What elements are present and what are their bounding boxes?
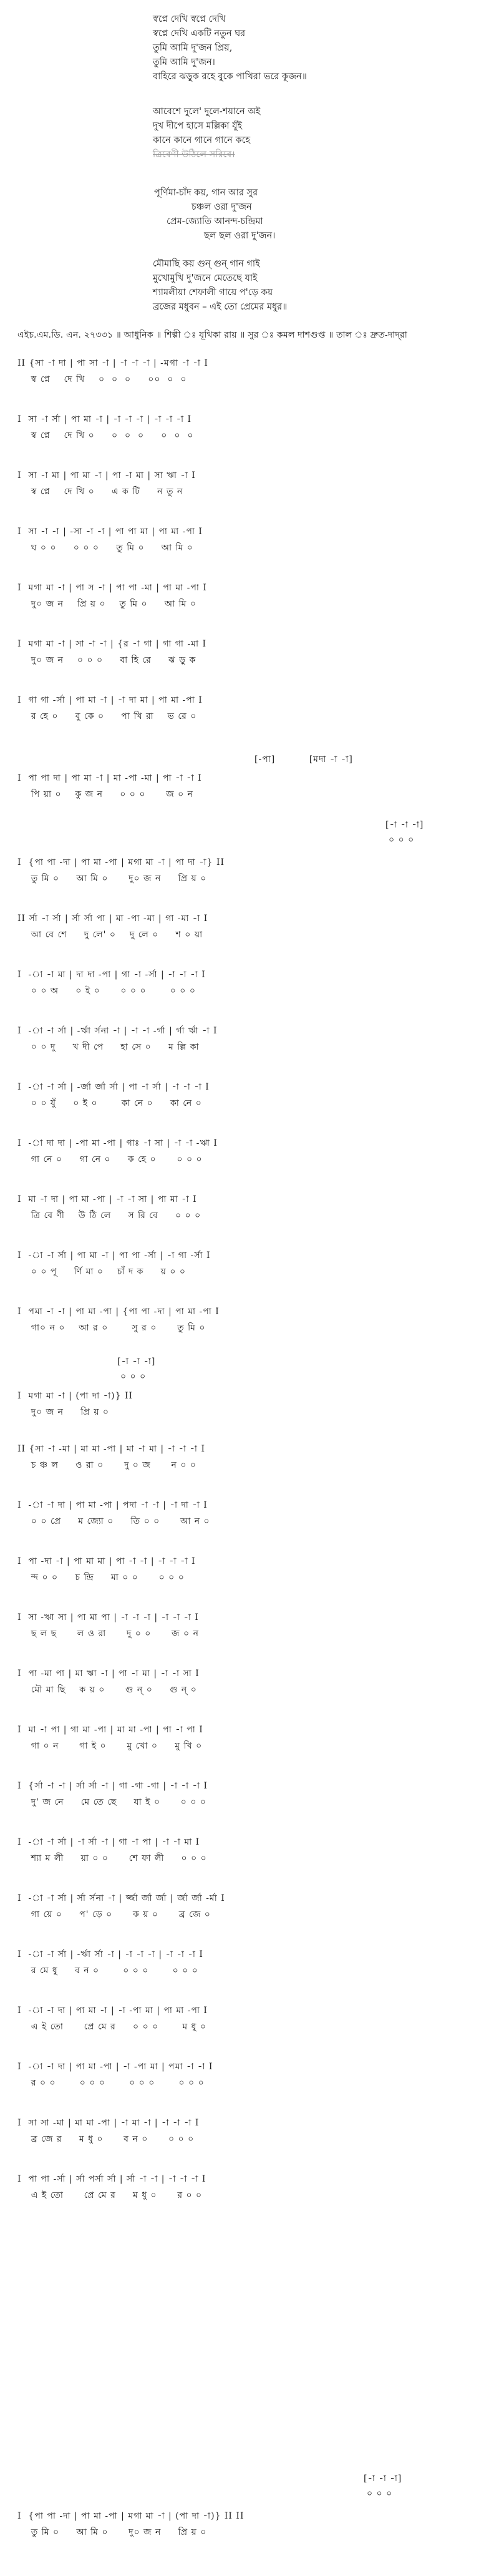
syllable-line: এ ই তো প্রে মে র ম ধু ০ র ০ ০ [17, 2190, 203, 2200]
swara-line: I -া -া মা | দা দা -পা | গা -া -র্সা | -া -া -া I [17, 970, 206, 980]
swara-line: I পা -মা পা | মা ঋা -া | পা -া মা | -া -া সা I [17, 1669, 200, 1679]
swara-line: I -া -া দা | পা মা -া | -া -পা মা | পা মা -পা I [17, 2006, 208, 2016]
lyric-line: ছল ছল ওরা দু'জন। [204, 231, 276, 241]
lyric-line: স্বপ্নে দেখি একটি নতুন ঘর [153, 29, 246, 39]
syllable-line: ঘ ০ ০ ০ ০ ০ তু মি ০ আ মি ০ [17, 543, 193, 553]
notation-row [0, 2059, 499, 2097]
notation-row [0, 1080, 499, 1117]
notation-row [0, 1778, 499, 1816]
syllable-line: গা নে ০ গা নে ০ ক হে ০ ০ ০ ০ [17, 1154, 203, 1164]
notation-row [0, 356, 499, 393]
bracket-annotation: [-া -া -া] [117, 1357, 156, 1367]
swara-line: I মগা মা -া | পা স -া | পা পা -মা | পা মা -পা I [17, 583, 207, 593]
syllable-line: স্ব প্নে দে খি ০ ০ ০ ০০ ০ ০ [17, 374, 187, 384]
record-info-header: এইচ.এম.ডি. এন. ২৭৩৩১ ॥ আধুনিক ॥ শিল্পী ঃ যূথিকা রায় ॥ সুর ঃ কমল দাশগুপ্ত ॥ তাল ঃ দ্রুত-দাদ্‌রা [17, 330, 407, 340]
notation-row [0, 2509, 499, 2546]
notation-row [0, 1442, 499, 1479]
lyric-line: দুখ দীপে হাসে মল্লিকা যুঁই [153, 121, 242, 131]
notation-row [0, 693, 499, 730]
swara-line: I -া -া র্সা | -র্ঋা র্সা -া | -া -া -া | -া -া -া I [17, 1949, 203, 1959]
swara-line: I {র্সা -া -া | র্সা র্সা -া | গা -গা -গা | -া -া -া I [17, 1781, 208, 1791]
syllable-line: ন্দ ০ ০ চ ন্দ্রি মা ০ ০ ০ ০ ০ [17, 1573, 185, 1583]
lyric-line: প্রেম-জ্যোতি আনন্দ-চন্দ্রিমা [167, 217, 263, 227]
swara-line: I {পা পা -দা | পা মা -পা | মগা মা -া | (পা দা -া)} II II [17, 2511, 245, 2521]
swara-line: I -া -া র্সা | র্সা র্সনা -া | র্জ্জা র্জা র্জা | র্জা র্জা -র্মা I [17, 1893, 225, 1903]
swara-line: I -া -া র্সা | -ৰ্ঋা র্সনা -া | -া -া -র্গা | র্গা র্ঋা -া I [17, 1026, 218, 1036]
lyric-line: তুমি আমি দু'জন। [153, 57, 215, 67]
syllable-line: শ্যা ম লী য়া ০ ০ শে ফা লী ০ ০ ০ [17, 1853, 207, 1863]
syllable-line: তু মি ০ আ মি ০ দু০ জ ন প্রি য় ০ [17, 2527, 207, 2537]
swara-line: I -া -া দা | পা মা -পা | পদা -া -া | -া দা -া I [17, 1500, 208, 1510]
swara-line: II র্সা -া র্সা | র্সা র্সা পা | মা -পা -মা | গা -মা -া I [17, 914, 208, 924]
syllable-line: দু০ জ ন প্রি য় ০ [17, 1407, 109, 1417]
notation-row [0, 2172, 499, 2209]
swara-line: I পা পা দা | পা মা -া | মা -পা -মা | পা -া -া I [17, 773, 202, 783]
bracket-annotation: [-পা] [মদা -া -া] [254, 754, 353, 764]
notation-row [0, 2003, 499, 2041]
swara-line: I -া দা দা | -পা মা -পা | গাঃ -া সা | -া -া -ঋা I [17, 1138, 218, 1148]
notation-row [0, 1947, 499, 1984]
syllable-line: তু মি ০ আ মি ০ দু০ জ ন প্রি য় ০ [17, 874, 207, 884]
notation-row [0, 1388, 499, 1426]
bracket-zeros: ০ ০ ০ [120, 1372, 147, 1382]
syllable-line: ০ ০ পূ র্ণি মা ০ চাঁ দ ক য় ০ ০ [17, 1267, 187, 1277]
notation-row [0, 580, 499, 618]
swara-line: I মগা মা -া | সা -া -া | {র -া গা | গা গা -মা I [17, 639, 206, 649]
notation-row [0, 1891, 499, 1928]
lyric-line: চঞ্চল ওরা দু'জন [191, 202, 252, 212]
syllable-line: গা য়ে ০ প' ড়ে ০ ক য় ০ ব্র জে ০ [17, 1910, 211, 1920]
notation-row [0, 1192, 499, 1229]
syllable-line: দু০ জ ন প্রি য় ০ তু মি ০ আ মি ০ [17, 599, 196, 609]
swara-line: I গা গা -র্সা | পা মা -া | -া দা মা | পা মা -পা I [17, 695, 203, 705]
notation-row [0, 1722, 499, 1760]
swara-line: II {সা -া -মা | মা মা -পা | মা -া মা | -া -া -া I [17, 1444, 205, 1454]
syllable-line: দু' জ নে মে তে ছে যা ই ০ ০ ০ ০ [17, 1797, 206, 1807]
swara-line: I সা সা -মা | মা মা -পা | -া মা -া | -া -া -া I [17, 2118, 200, 2128]
syllable-line: গা ০ ন গা ই ০ মু খো ০ মু খি ০ [17, 1741, 203, 1751]
notation-row [0, 1248, 499, 1286]
syllable-line: দু০ জ ন ০ ০ ০ বা হি রে ঝ ড়ু ক [17, 655, 196, 665]
notation-row [0, 911, 499, 949]
swara-line: I -া -া দা | পা মা -পা | -া -পা মা | পমা -া -া I [17, 2062, 213, 2072]
notation-row [0, 855, 499, 892]
swara-line: I সা -া -া | -সা -া -া | পা পা মা | পা মা -পা I [17, 527, 203, 537]
lyric-line: শ্যামলীয়া শেফালী গায়ে প'ড়ে কয় [153, 288, 273, 298]
syllable-line: ০ ০ অ ০ ই ০ ০ ০ ০ ০ ০ ০ [17, 986, 196, 996]
syllable-line: এ ই তো প্রে মে র ০ ০ ০ ম ধু ০ [17, 2022, 206, 2032]
syllable-line: স্ব প্নে দে খি ০ ০ ০ ০ ০ ০ ০ [17, 431, 194, 441]
lyric-line: মুখোমুখি দু'জনে মেতেছে যাই [153, 273, 258, 283]
lyric-line-struck: ত্রিবেণী উঠিলে সরিবে। [153, 150, 235, 160]
swara-line: I -া -া র্সা | -র্জা র্জা র্সা | পা -া র্সা | -া -া -া I [17, 1082, 210, 1092]
syllable-line: মৌ মা ছি ক য় ০ গু ন্ ০ গু ন্ ০ [17, 1685, 197, 1695]
syllable-line: স্ব প্নে দে খি ০ এ ক টি ন তু ন [17, 487, 183, 497]
notation-row [0, 1666, 499, 1704]
syllable-line: ছ ল ছ ল ও রা দু ০ ০ জ ০ ন [17, 1629, 199, 1639]
lyric-line: পূর্ণিমা-চাঁদ কয়, গান আর সুর [154, 188, 258, 198]
notation-row [0, 468, 499, 505]
syllable-line: র ০ ০ ০ ০ ০ ০ ০ ০ ০ ০ ০ [17, 2078, 205, 2088]
swara-line: I মা -া পা | গা মা -পা | মা মা -পা | পা -া পা I [17, 1725, 203, 1735]
syllable-line: ০ ০ যুঁ ০ ই ০ কা নে ০ কা নে ০ [17, 1098, 202, 1108]
notation-row [0, 2115, 499, 2153]
notation-row [0, 1554, 499, 1591]
bracket-annotation: [-া -া -া] [364, 2474, 402, 2484]
swara-line: I পমা -া -া | পা মা -পা | {পা পা -দা | পা মা -পা I [17, 1307, 220, 1317]
lyric-line: কানে কানে গানে গানে কহে [153, 135, 251, 145]
lyric-line: বাহিরে ঝড়ুক রহে বুকে পাখিরা ভরে কূজন॥ [153, 72, 307, 82]
lyric-line: স্বপ্নে দেখি স্বপ্নে দেখি [153, 14, 226, 24]
syllable-line: ০ ০ দু খ দী পে হা সে ০ ম ল্লি কা [17, 1042, 200, 1052]
swara-line: I পা পা -র্সা | র্সা পর্সা র্সা | র্সা -া -া | -া -া -া I [17, 2174, 206, 2184]
swara-line: I -া -া র্সা | -া র্সা -া | গা -া পা | -া -া মা I [17, 1837, 200, 1847]
swara-line: I মা -া দা | পা মা -পা | -া -া সা | পা মা -া I [17, 1194, 197, 1204]
swara-line: I সা -া র্সা | পা মা -া | -া -া -া | -া -া -া I [17, 414, 192, 424]
notation-row [0, 412, 499, 449]
syllable-line: পি য়া ০ কু জ ন ০ ০ ০ জ ০ ন [17, 789, 194, 799]
bracket-zeros: ০ ০ ০ [389, 835, 415, 845]
notation-row [0, 1498, 499, 1535]
swara-line: I মগা মা -া | (পা দা -া)} II [17, 1391, 133, 1401]
syllable-line: ০ ০ প্রে ম জ্যো ০ তি ০ ০ আ ন ০ [17, 1516, 210, 1526]
swara-line: II {সা -া দা | পা সা -া | -া -া -া | -মগা -া -া I [17, 358, 208, 368]
lyric-line: মৌমাছি কয় গুন্ গুন্ গান গাই [153, 259, 260, 269]
lyric-line: তুমি আমি দু'জন প্রিয়, [153, 43, 233, 53]
lyric-line: আবেশে দুলে' দুলে-শয়ানে অই [153, 107, 261, 117]
notation-row [0, 1304, 499, 1342]
syllable-line: আ বে শে দু লে' ০ দু লে ০ শ ০ য়া [17, 930, 203, 940]
swara-line: I {পা পা -দা | পা মা -পা | মগা মা -া | পা দা -া} II [17, 857, 225, 867]
lyric-line: ব্রজের মধুবন – এই তো প্রেমের মধুর॥ [153, 302, 288, 312]
syllable-line: চ ঞ্চ ল ও রা ০ দু ০ জ ন ০ ০ [17, 1460, 196, 1470]
syllable-line: র মে ধু ব ন ০ ০ ০ ০ ০ ০ ০ [17, 1966, 198, 1976]
notation-row [0, 967, 499, 1005]
notation-row [0, 1610, 499, 1647]
notation-row [0, 771, 499, 808]
swara-line: I সা -া মা | পা মা -া | পা -া মা | সা ঋা -া I [17, 471, 196, 481]
bracket-zeros: ০ ০ ০ [367, 2489, 393, 2499]
syllable-line: ত্রি বে ণী উ ঠি লে স রি বে ০ ০ ০ [17, 1211, 201, 1221]
syllable-line: র হে ০ বু কে ০ পা খি রা ভ রে ০ [17, 711, 197, 721]
swara-line: I সা -ঋা সা | পা মা পা | -া -া -া | -া -া -া I [17, 1612, 199, 1622]
swara-line: I -া -া র্সা | পা মা -া | পা পা -র্সা | -া গা -র্সা I [17, 1251, 211, 1261]
syllable-line: গা০ ন ০ আ র ০ সু র ০ তু মি ০ [17, 1323, 206, 1333]
notation-row [0, 524, 499, 562]
notation-row [0, 1136, 499, 1173]
notation-row [0, 1835, 499, 1872]
notation-row [0, 637, 499, 674]
notation-row [0, 1023, 499, 1061]
bracket-annotation: [-া -া -া] [385, 820, 424, 830]
syllable-line: ব্র জে র ম ধু ০ ব ন ০ ০ ০ ০ [17, 2134, 195, 2144]
swara-line: I পা -দা -া | পা মা মা | পা -া -া | -া -া -া I [17, 1556, 196, 1566]
